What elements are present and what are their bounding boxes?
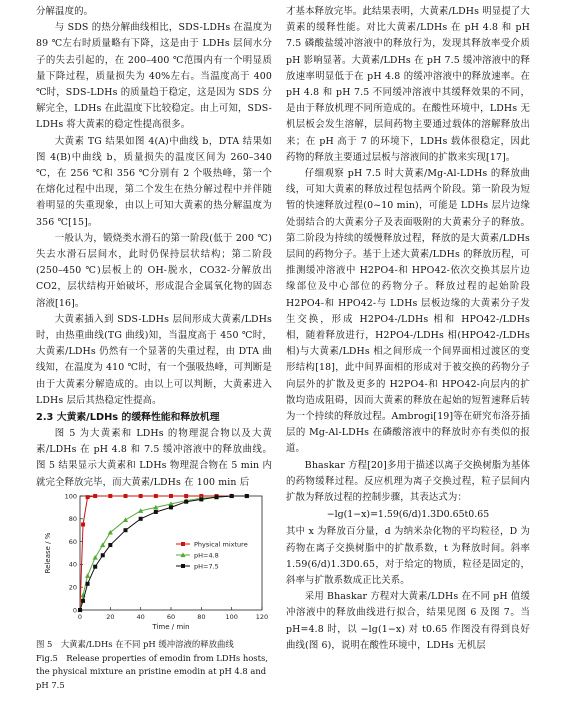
paragraph: 一般认为，锻烧类水滑石的第一阶段(低于 200 ℃)失去水滑石层间水，此时仍保持层状结构；第二阶段(250–450 ℃)层板上的 OH-脱水，CO32-分解放出 CO2，层状结构开始破坏，形成混合金属氧化物的固态溶液[16]。 [36, 232, 272, 309]
data-point [139, 494, 143, 498]
plot-frame [80, 496, 262, 610]
x-tick-label: 120 [255, 613, 269, 621]
data-point [139, 517, 143, 521]
data-point [108, 543, 112, 547]
data-point [81, 523, 85, 527]
equation: −lg(1−x)=1.59(6/d)1.3D0.65t0.65 [326, 509, 490, 521]
x-tick-label: 100 [225, 613, 238, 621]
x-tick-label: 60 [166, 613, 176, 621]
x-axis-label: Time / min [152, 623, 190, 631]
paragraph: 大黄素 TG 结果如图 4(A)中曲线 b，DTA 结果如图 4(B)中曲线 b，质量损失的温度区间为 260–340 ℃，在 256 ℃和 356 ℃分别有 2 个吸热峰，第一个在熔化过程中出现，第二个发生在热分解过程中并伴随着明显的失重现象，由以上可知大黄素的热分解温度为 356 ℃[15]。 [36, 135, 272, 228]
data-point [215, 495, 219, 499]
legend-label: pH=4.8 [194, 551, 219, 560]
x-tick-label: 0 [77, 613, 83, 621]
data-point [199, 497, 203, 501]
data-point [108, 494, 112, 498]
data-point [93, 555, 98, 560]
paragraph: 图 5 为大黄素和 LDHs 的物理混合物以及大黄素/LDHs 在 pH 4.8 和 7.5 缓冲溶液中的释放曲线。图 5 结果显示大黄素和 LDHs 物理混合物在 5 min 内就完全释放完毕，而大黄素/LDHs 在 100 min 后 [36, 428, 272, 488]
data-point [169, 494, 173, 498]
paragraph: 与 SDS 的热分解曲线相比，SDS-LDHs 在温度为 89 ℃左右时质量略有下降，这是由于 LDHs 层间水分子的失去引起的，在 200–400 ℃范围内有一个明显质量下降过程，质量损失为 40%左右。当温度高于 400 ℃时，SDS-LDHs 的质量趋于稳定，这是因为 SDS 分解完全，LDHs 在此温度下比较稳定。由上可知，SDS-LDHs 将大黄素的稳定性提高很多。 [36, 22, 272, 131]
data-point [184, 494, 188, 498]
paragraph: 仔细观察 pH 7.5 时大黄素/Mg-Al-LDHs 的释放曲线，可知大黄素的释放过程包括两个阶段。第一阶段为短暂的快速释放过程(0~10 min)，可能是 LDHs 层片边缘处弱结合的大黄素分子及表面吸附的大黄素分子的释放。第二阶段为持续的缓慢释放过程，释放的是大黄素/LDHs 层间的药物分子。基于上述大黄素/LDHs 的释放历程，可推测缓冲溶液中 H2PO4-和 HPO42-依次交换其层片边缘部位及中心部位的药物分子。释放过程的起始阶段 H2PO4-和 HPO42-与 LDHs 层板边缘的大黄素分子发生交换，形成 H2PO4-/LDHs 相和 HPO42-/LDHs 相，随着释放进行，H2PO4-/LDHs 相(HPO42-/LDHs 相)与大黄素/LDHs 相之间形成一个间界面相过渡区的变形结构[18]，此中间界面相的形成对于被交换的药物分子向层外的扩散及更多的 H2PO4-和 HPO42-向层内的扩散均造成阻碍，因而大黄素的释放在起始的短暂速释后转为一个持续的释放过程。Ambrogi[19]等在研究布洛芬插层的 Mg-Al-LDHs 在磷酸溶液中的释放时亦有类似的报道。 [286, 168, 530, 455]
data-point [154, 510, 158, 514]
caption-cn: 图 5 大黄素/LDHs 在不同 pH 缓冲溶液的释放曲线 [36, 639, 234, 649]
x-tick-label: 20 [106, 613, 115, 621]
y-tick-label: 40 [68, 560, 77, 569]
figure-5 [36, 486, 272, 636]
data-point [86, 582, 90, 586]
paragraph: Bhaskar 方程[20]多用于描述以离子交换树脂为基体的药物缓释过程。反应机理为离子交换过程，粒子层间内扩散为释放过程的控制步骤，其表达式为： [286, 459, 530, 504]
y-tick-label: 20 [68, 583, 77, 592]
x-tick-label: 40 [136, 613, 145, 621]
y-tick-label: 60 [68, 537, 77, 546]
y-tick-label: 80 [68, 515, 77, 524]
data-point [100, 542, 105, 547]
data-point [184, 500, 188, 504]
data-point [93, 565, 97, 569]
data-point [101, 553, 105, 557]
y-axis-label: Release / % [44, 532, 52, 574]
release-chart [36, 486, 272, 636]
data-point [93, 494, 97, 498]
paragraph: 大黄素插入到 SDS-LDHs 层间形成大黄素/LDHs 时，由热重曲线(TG 曲线)知，当温度高于 450 ℃时，大黄素/LDHs 仍然有一个显著的失重过程，由 DTA 曲线知，在温度为 410 ℃时，有一个强吸热峰，可判断是由于大黄素分解造成的。由以上可以判断，大黄素进入 LDHs 层后其热稳定性提高。 [36, 313, 272, 406]
data-point [124, 494, 128, 498]
paragraph: 分解温度的。 [36, 6, 94, 17]
data-point [181, 542, 185, 546]
data-point [181, 564, 185, 568]
data-point [245, 494, 249, 498]
x-tick-label: 80 [197, 613, 206, 621]
data-point [81, 599, 85, 603]
data-point [85, 573, 90, 578]
data-point [169, 505, 173, 509]
legend-label: Physical mixture [194, 540, 248, 549]
series-line [80, 496, 247, 610]
caption-en: Fig.5 Release properties of emodin from LDHs hosts, the physical mixture an pristine emodin at pH 4.8 and pH 7.5 [36, 652, 268, 690]
right-column [286, 4, 530, 654]
figure-caption [36, 638, 276, 692]
paragraph: 采用 Bhaskar 方程对大黄素/LDHs 在不同 pH 值缓冲溶液中的释放曲线进行拟合，结果见图 6 及图 7。当 pH=4.8 时，以 −lg(1−x) 对 t0.65 作图没有得到良好曲线(图 6)，说明在酸性环境中，LDHs 无机层 [286, 591, 530, 651]
left-column [36, 4, 272, 491]
legend-label: pH=7.5 [194, 562, 219, 571]
data-point [154, 494, 158, 498]
data-point [230, 494, 234, 498]
y-tick-label: 100 [64, 492, 77, 501]
data-point [123, 517, 128, 522]
paragraph: 才基本释放完毕。此结果表明，大黄素/LDHs 明显提了大黄素的缓释性能。对比大黄素/LDHs 在 pH 4.8 和 pH 7.5 磷酸盐缓冲溶液中的释放行为，发现其释放率受介质 pH 影响显著。大黄素/LDHs 在 pH 7.5 缓冲溶液中的释放速率明显低于在 pH 4.8 的缓冲溶液中的释放速率。在 pH 4.8 和 pH 7.5 不同缓冲溶液中其缓释效果的不同，是由于释放机理不同所造成的。在酸性环境中，LDHs 无机层板会发生溶解，层间药物主要通过载体的溶解释放出来；在 pH 高于 7 的环境下，LDHs 载体很稳定，因此药物的释放主要通过层板与溶液间的扩散来实现[17]。 [286, 6, 530, 163]
y-tick-label: 0 [72, 606, 77, 615]
data-point [78, 608, 82, 612]
data-point [86, 495, 90, 499]
section-heading: 2.3 大黄素/LDHs 的缓释性能和释放机理 [36, 412, 220, 424]
data-point [124, 528, 128, 532]
paragraph: 其中 x 为释放百分量，d 为纳米杂化物的平均粒径，D 为药物在离子交换树脂中的扩散系数，t 为释放时间。斜率 1.59(6/d)1.3D0.65，对于给定的物质，粒径是固定的，斜率与扩散系数成正比关系。 [286, 526, 530, 586]
